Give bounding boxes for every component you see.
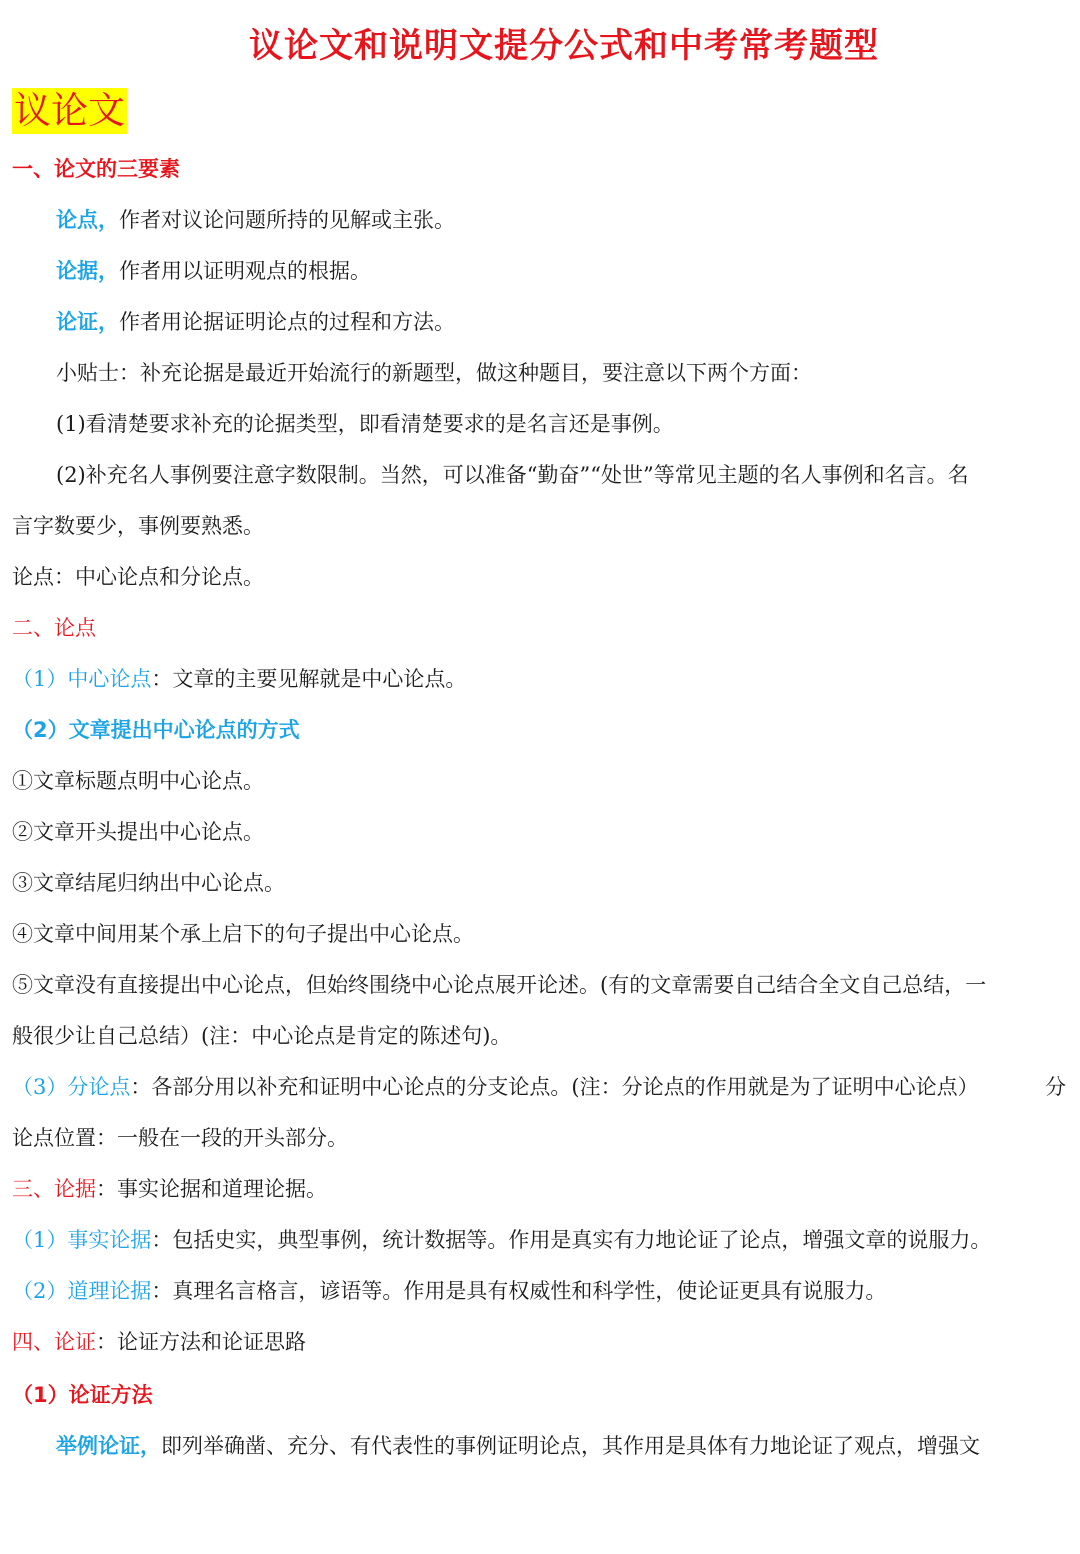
section-1-heading: 一、论文的三要素 (12, 157, 180, 181)
definition-text: 作者对议论问题所持的见解或主张。 (119, 208, 455, 232)
term-lundian: 论点， (56, 208, 119, 232)
wrapped-char: 分 (1045, 1075, 1066, 1099)
method-item-5-line-2: 般很少让自己总结）(注：中心论点是肯定的陈述句)。 (12, 1024, 512, 1048)
term-fact-evidence: （1）事实论据 (12, 1228, 152, 1252)
heading-text: ：论证方法和论证思路 (96, 1330, 306, 1354)
definition-text: 作者用以证明观点的根据。 (119, 259, 371, 283)
term-lunzheng: 论证， (56, 310, 119, 334)
tip-item-2-line-1: (2)补充名人事例要注意字数限制。当然，可以准备“勤奋”“处世”等常见主题的名人事例和名言。名 (56, 463, 969, 487)
term-center-argument: 中心论点 (67, 667, 152, 691)
page-title: 议论文和说明文提分公式和中考常考题型 (249, 26, 879, 66)
section-tag-highlight: 议论文 (14, 89, 125, 132)
subheading-argument-methods: （1）论证方法 (12, 1383, 153, 1407)
definition-text: ：包括史实，典型事例，统计数据等。作用是真实有力地论证了论点，增强文章的说服力。 (151, 1228, 992, 1252)
definition-text: 即列举确凿、充分、有代表性的事例证明论点，其作用是具体有力地论证了观点，增强文 (161, 1434, 980, 1458)
section-3-heading (12, 1175, 1066, 1203)
term-example-argument: 举例论证， (56, 1434, 161, 1458)
subheading-methods: （2）文章提出中心论点的方式 (12, 718, 300, 742)
heading-text: ：事实论据和道理论据。 (96, 1177, 327, 1201)
sub-argument-position: 论点位置：一般在一段的开头部分。 (12, 1126, 348, 1150)
fact-evidence (12, 1226, 1066, 1254)
center-argument-definition (12, 665, 1066, 693)
tip-item-1: (1)看清楚要求补充的论据类型，即看清楚要求的是名言还是事例。 (56, 412, 674, 436)
definition-text: ：文章的主要见解就是中心论点。 (151, 667, 467, 691)
method-item-3: ③文章结尾归纳出中心论点。 (12, 871, 285, 895)
definition-text: 作者用论据证明论点的过程和方法。 (119, 310, 455, 334)
method-item-4: ④文章中间用某个承上启下的句子提出中心论点。 (12, 922, 474, 946)
heading-key: 三、论据 (12, 1177, 96, 1201)
term-reason-evidence: （2）道理论据 (12, 1279, 152, 1303)
term-lunju: 论据， (56, 259, 119, 283)
method-item-2: ②文章开头提出中心论点。 (12, 820, 264, 844)
example-argument (56, 1432, 1066, 1460)
item-number: （1） (12, 667, 68, 691)
paragraph-lunzheng (56, 308, 1066, 336)
section-4-heading (12, 1328, 1066, 1356)
lundian-summary: 论点：中心论点和分论点。 (12, 565, 264, 589)
term-sub-argument: （3）分论点 (12, 1075, 131, 1099)
sub-argument-definition (12, 1073, 1066, 1101)
method-item-5-line-1: ⑤文章没有直接提出中心论点，但始终围绕中心论点展开论述。(有的文章需要自己结合全文自己总结，一 (12, 973, 987, 997)
heading-key: 四、论证 (12, 1330, 96, 1354)
method-item-1: ①文章标题点明中心论点。 (12, 769, 264, 793)
tip-item-2-line-2: 言字数要少，事例要熟悉。 (12, 514, 264, 538)
definition-text: ：真理名言格言，谚语等。作用是具有权威性和科学性，使论证更具有说服力。 (151, 1279, 887, 1303)
definition-text: ：各部分用以补充和证明中心论点的分支论点。(注：分论点的作用就是为了证明中心论点） (130, 1075, 979, 1099)
paragraph-lunju (56, 257, 1066, 285)
paragraph-lundian (56, 206, 1066, 234)
tip-paragraph: 小贴士：补充论据是最近开始流行的新题型，做这种题目，要注意以下两个方面： (56, 361, 812, 385)
section-2-heading: 二、论点 (12, 616, 96, 640)
reason-evidence (12, 1277, 1066, 1305)
